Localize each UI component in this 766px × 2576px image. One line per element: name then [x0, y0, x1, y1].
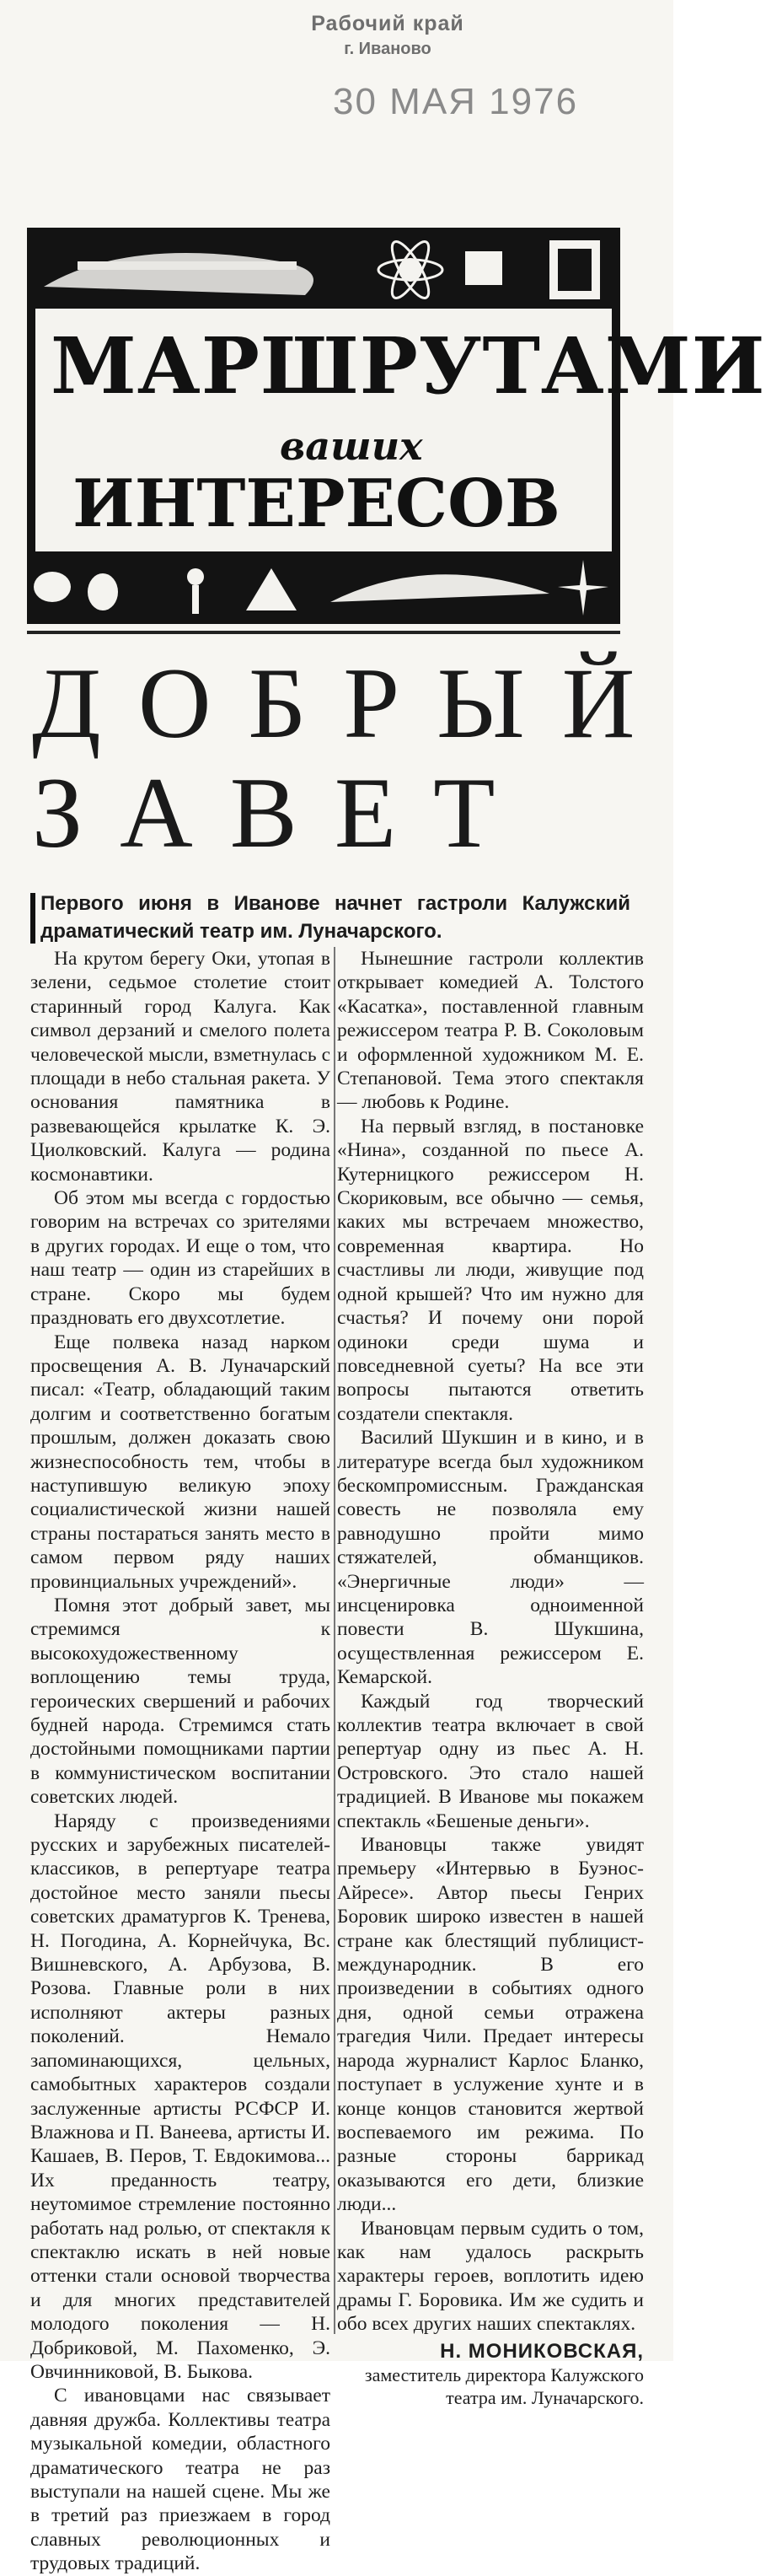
paragraph: Наряду с произведениями русских и зарубежных писателей-классиков, в репертуаре театра достойное место заняли пьесы советских драматургов К. Тренева, Н. Погодина, А. Корнейчука, Вс. Вишневского, А. Арбузова, В. Розова. Главные роли в них исполняют актеры разных поколений. Немало запоминающихся, цельных, самобытных характеров создали заслуженные артисты РСФСР И. Влажнова и П. Ванеева, артисты И. Кашаев, В. Перов, Т. Евдокимова... Их преданность театру, неутомимое стремление постоянно работать над ролью, от спектакля к спектаклю искать в ней новые оттенки стали основой творчества и для многих представителей молодого поколения — Н. Добриковой, М. Пахоменко, Э. Овчинниковой, В. Быкова.	[30, 1810, 330, 2383]
banner-title-line2: ваших	[280, 423, 423, 469]
paragraph: На крутом берегу Оки, утопая в зелени, седьмое столетие стоит старинный город Калуга. Как символ дерзаний и смелого полета человеческой мысли, взметнулась с площади в небо стальная ракета. У основания памятника в развевающейся крылатке К. Э. Циолковский. Калуга — родина космонавтики.	[30, 948, 330, 1186]
paragraph: Ивановцам первым судить о том, как нам удалось раскрыть характеры героев, воплотить идею драмы Г. Боровика. Им же судить и обо всех других наших спектаклях.	[337, 2217, 644, 2336]
publication-stamp	[278, 12, 497, 59]
author-title: заместитель директора Калужского театра им. Луначарского.	[364, 2364, 644, 2408]
lead-marker	[30, 893, 35, 944]
divider-rule	[27, 631, 620, 634]
paragraph: На первый взгляд, в постановке «Нина», созданной по пьесе А. Кутерницкого режиссером Н. Скориковым, все обычно — семья, каких мы встречаем множество, современная квартира. Но счастливы ли люди, живущие под одной крышей? Что им нужно для счастья? И почему они порой одиноки среди шума и повседневной суеты? На все эти вопросы пытаются ответить создатели спектакля.	[337, 1115, 644, 1425]
article-column-1	[30, 947, 330, 2576]
column-divider	[334, 947, 335, 2334]
paragraph: Василий Шукшин и в кино, и в литературе всегда был художником бескомпромиссным. Гражданская совесть не позволяла ему равнодушно пройти мимо стяжателей, обманщиков. «Энергичные люди» — инсценировка одноименной повести В. Шукшина, осуществленная режиссером Е. Кемарской.	[337, 1427, 644, 1689]
banner-bottom-ornament	[27, 551, 620, 624]
paragraph: Ивановцы также увидят премьеру «Интервью в Буэнос-Айресе». Автор пьесы Генрих Боровик широко известен в нашей стране как блестящий публицист-международник. В его произведении в событиях одного дня, одной семьи отражена трагедия Чили. Предает интересы народа журналист Карлос Бланко, поступает в услужение хунте и в конце концов становится жертвой воспеваемого им режима. По разные стороны баррикад оказываются его дети, близкие люди...	[337, 1834, 644, 2216]
article-column-2	[337, 947, 644, 2409]
date-stamp: 30 МАЯ 1976	[333, 81, 579, 122]
banner-title-line1: МАРШРУТАМИ	[51, 320, 766, 411]
lead-paragraph	[40, 890, 630, 945]
paragraph: Об этом мы всегда с гордостью говорим на встречах со зрителями в других городах. И еще о том, что наш театр — один из старейших в стране. Скоро мы будем праздновать его двухсотлетие.	[30, 1187, 330, 1330]
paragraph: Помня этот добрый завет, мы стремимся к высокохудожественному воплощению темы труда, героических свершений и рабочих будней народа. Стремимся стать достойными помощниками партии в коммунистическом воспитании советских людей.	[30, 1594, 330, 1809]
headline-line2: ЗАВЕТ	[32, 756, 533, 869]
paragraph: Нынешние гастроли коллектив открывает комедией А. Толстого «Касатка», поставленной главным режиссером театра Р. В. Соколовым и оформленной художником М. Е. Степановой. Тема этого спектакля — любовь к Родине.	[337, 948, 644, 1114]
section-banner	[27, 228, 766, 624]
publication-name: Рабочий край	[311, 12, 464, 35]
banner-title-line3: ИНТЕРЕСОВ	[72, 465, 560, 542]
publication-city: г. Иваново	[344, 40, 431, 58]
headline-line1: ДОБРЫЙ	[32, 647, 672, 759]
banner-top-ornament	[27, 228, 620, 309]
author-name: Н. МОНИКОВСКАЯ,	[440, 2339, 644, 2363]
paragraph: Еще полвека назад нарком просвещения А. В. Луначарский писал: «Театр, обладающий таким долгим и соответственно богатым прошлым, должен доказать свою жизнеспособность тем, чтобы в наступившую великую эпоху социалистической жизни нашей страны постараться занять место в самом первом ряду наших провинциальных учреждений».	[30, 1331, 330, 1593]
lead-text: Первого июня в Иванове начнет гастроли Калужский драматический театр им. Луначарского.	[40, 892, 630, 943]
paragraph: С ивановцами нас связывает давняя дружба. Коллективы театра музыкальной комедии, областного драматического театра не раз выступали на нашей сцене. Мы же в третий раз приезжаем в город славных революционных и трудовых традиций.	[30, 2385, 330, 2575]
paragraph: Каждый год творческий коллектив театра включает в свой репертуар одну из пьес А. Н. Островского. Это стало нашей традицией. В Иванове мы покажем спектакль «Бешеные деньги».	[337, 1690, 644, 1832]
